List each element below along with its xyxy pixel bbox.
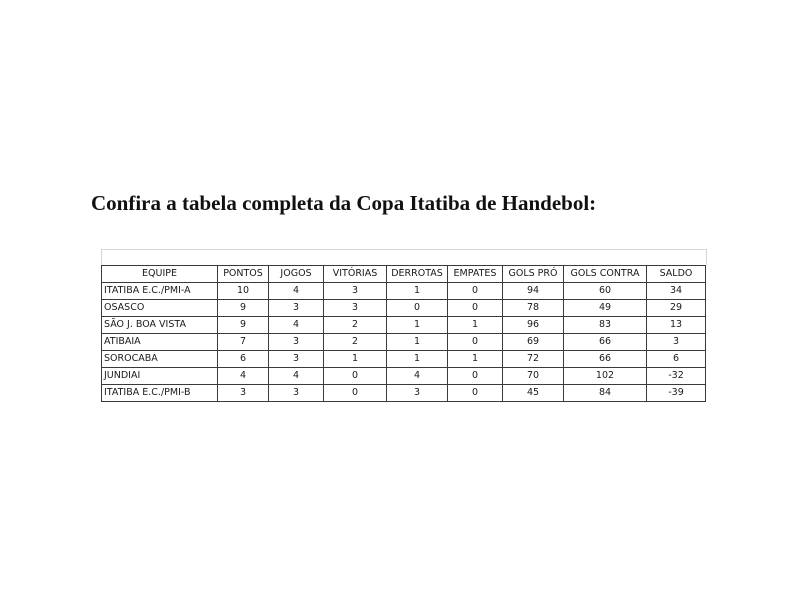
header-gols-pro: GOLS PRÓ: [503, 266, 564, 283]
vitorias-cell: 3: [324, 300, 387, 317]
derrotas-cell: 1: [387, 334, 448, 351]
gols-pro-cell: 69: [503, 334, 564, 351]
gols-contra-cell: 66: [564, 351, 647, 368]
team-cell: ITATIBA E.C./PMI-B: [102, 385, 218, 402]
derrotas-cell: 1: [387, 351, 448, 368]
saldo-cell: 29: [647, 300, 706, 317]
jogos-cell: 4: [269, 317, 324, 334]
header-derrotas: DERROTAS: [387, 266, 448, 283]
vitorias-cell: 2: [324, 334, 387, 351]
header-jogos: JOGOS: [269, 266, 324, 283]
empates-cell: 0: [448, 283, 503, 300]
empates-cell: 0: [448, 368, 503, 385]
saldo-cell: -32: [647, 368, 706, 385]
table-header-row: [102, 266, 706, 283]
header-empates: EMPATES: [448, 266, 503, 283]
table-row: [102, 385, 706, 402]
jogos-cell: 3: [269, 334, 324, 351]
table-row: [102, 317, 706, 334]
empates-cell: 1: [448, 317, 503, 334]
saldo-cell: 13: [647, 317, 706, 334]
table-row: [102, 300, 706, 317]
jogos-cell: 3: [269, 385, 324, 402]
gols-contra-cell: 83: [564, 317, 647, 334]
vitorias-cell: 2: [324, 317, 387, 334]
table-row: [102, 368, 706, 385]
derrotas-cell: 0: [387, 300, 448, 317]
vitorias-cell: 3: [324, 283, 387, 300]
gols-contra-cell: 84: [564, 385, 647, 402]
gols-contra-cell: 102: [564, 368, 647, 385]
table-row: [102, 351, 706, 368]
gols-pro-cell: 45: [503, 385, 564, 402]
table-row: [102, 283, 706, 300]
header-pontos: PONTOS: [218, 266, 269, 283]
derrotas-cell: 3: [387, 385, 448, 402]
table-frame: [101, 249, 707, 265]
gols-pro-cell: 96: [503, 317, 564, 334]
empates-cell: 0: [448, 334, 503, 351]
gols-pro-cell: 94: [503, 283, 564, 300]
standings-table: [101, 265, 706, 402]
team-cell: SÃO J. BOA VISTA: [102, 317, 218, 334]
jogos-cell: 4: [269, 368, 324, 385]
saldo-cell: 3: [647, 334, 706, 351]
empates-cell: 0: [448, 385, 503, 402]
saldo-cell: -39: [647, 385, 706, 402]
pontos-cell: 7: [218, 334, 269, 351]
pontos-cell: 9: [218, 317, 269, 334]
vitorias-cell: 1: [324, 351, 387, 368]
team-cell: SOROCABA: [102, 351, 218, 368]
team-cell: ATIBAIA: [102, 334, 218, 351]
gols-pro-cell: 72: [503, 351, 564, 368]
jogos-cell: 3: [269, 351, 324, 368]
team-cell: JUNDIAI: [102, 368, 218, 385]
pontos-cell: 3: [218, 385, 269, 402]
header-saldo: SALDO: [647, 266, 706, 283]
empates-cell: 0: [448, 300, 503, 317]
header-gols-contra: GOLS CONTRA: [564, 266, 647, 283]
saldo-cell: 34: [647, 283, 706, 300]
derrotas-cell: 1: [387, 283, 448, 300]
team-cell: ITATIBA E.C./PMI-A: [102, 283, 218, 300]
gols-pro-cell: 78: [503, 300, 564, 317]
gols-contra-cell: 66: [564, 334, 647, 351]
gols-contra-cell: 49: [564, 300, 647, 317]
team-cell: OSASCO: [102, 300, 218, 317]
pontos-cell: 6: [218, 351, 269, 368]
header-vitorias: VITÓRIAS: [324, 266, 387, 283]
derrotas-cell: 4: [387, 368, 448, 385]
pontos-cell: 10: [218, 283, 269, 300]
vitorias-cell: 0: [324, 368, 387, 385]
jogos-cell: 4: [269, 283, 324, 300]
header-equipe: EQUIPE: [102, 266, 218, 283]
page-title: Confira a tabela completa da Copa Itatiba de Handebol:: [91, 191, 597, 215]
gols-contra-cell: 60: [564, 283, 647, 300]
derrotas-cell: 1: [387, 317, 448, 334]
table-row: [102, 334, 706, 351]
gols-pro-cell: 70: [503, 368, 564, 385]
jogos-cell: 3: [269, 300, 324, 317]
vitorias-cell: 0: [324, 385, 387, 402]
empates-cell: 1: [448, 351, 503, 368]
pontos-cell: 4: [218, 368, 269, 385]
pontos-cell: 9: [218, 300, 269, 317]
saldo-cell: 6: [647, 351, 706, 368]
